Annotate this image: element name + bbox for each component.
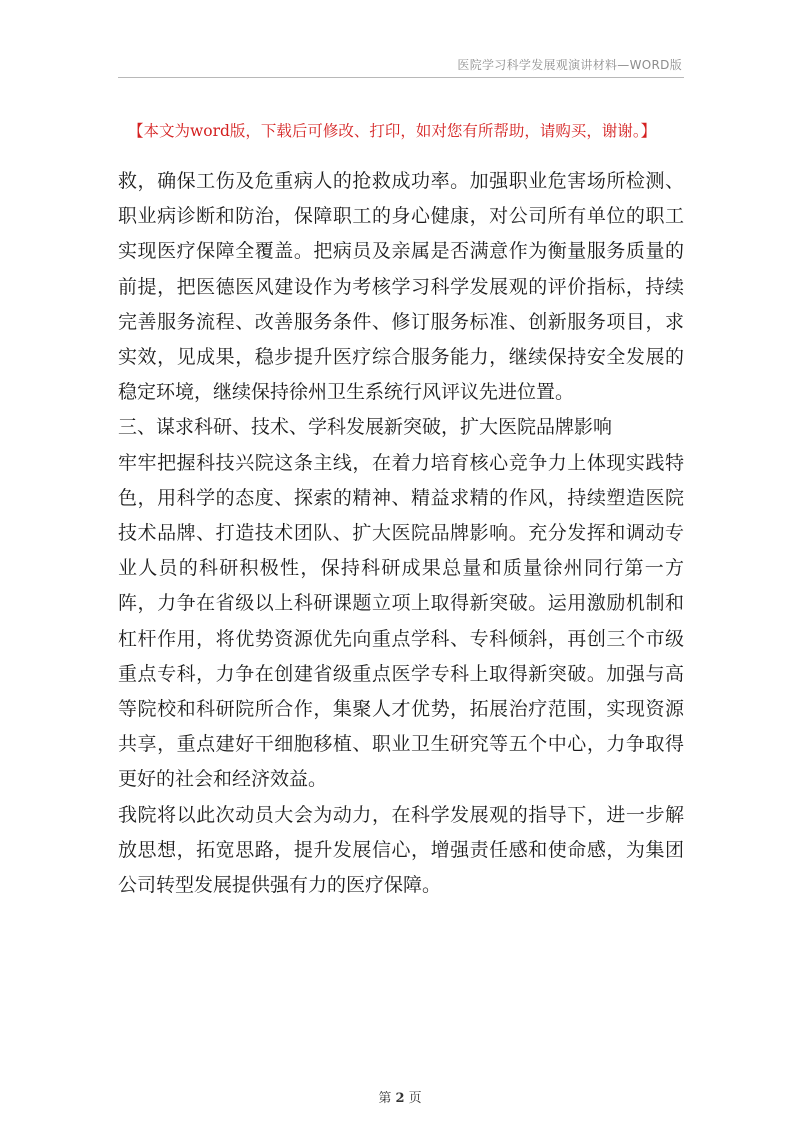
paragraph-conclusion: 我院将以此次动员大会为动力，在科学发展观的指导下，进一步解放思想，拓宽思路，提升发展信心，增强责任感和使命感，为集团公司转型发展提供强有力的医疗保障。 xyxy=(118,803,684,897)
page-header-title: 医院学习科学发展观演讲材料—WORD版 xyxy=(457,58,682,72)
download-notice: 【本文为word版，下载后可修改、打印，如对您有所帮助，请购买，谢谢。】 xyxy=(128,122,657,140)
footer-suffix: 页 xyxy=(408,1091,422,1106)
header-divider xyxy=(118,77,684,78)
footer-prefix: 第 xyxy=(378,1091,392,1106)
section-heading-research: 三、谋求科研、技术、学科发展新突破，扩大医院品牌影响 xyxy=(118,416,613,439)
page-number: 2 xyxy=(395,1091,405,1106)
paragraph-research: 牢牢把握科技兴院这条主线，在着力培育核心竞争力上体现实践特色，用科学的态度、探索的精神、精益求精的作风，持续塑造医院技术品牌、打造技术团队、扩大医院品牌影响。充分发挥和调动专业人员的科研积极性，保持科研成果总量和质量徐州同行第一方阵，力争在省级以上科研课题立项上取得新突破。运用激励机制和杠杆作用，将优势资源优先向重点学科、专科倾斜，再创三个市级重点专科，力争在创建省级重点医学专科上取得新突破。加强与高等院校和科研院所合作，集聚人才优势，拓展治疗范围，实现资源共享，重点建好干细胞移植、职业卫生研究等五个中心，力争取得更好的社会和经济效益。 xyxy=(118,451,684,791)
body-text xyxy=(118,164,684,903)
paragraph-service-quality: 救，确保工伤及危重病人的抢救成功率。加强职业危害场所检测、职业病诊断和防治，保障职工的身心健康，对公司所有单位的职工实现医疗保障全覆盖。把病员及亲属是否满意作为衡量服务质量的前提，把医德医风建设作为考核学习科学发展观的评价指标，持续完善服务流程、改善服务条件、修订服务标准、创新服务项目，求实效，见成果，稳步提升医疗综合服务能力，继续保持安全发展的稳定环境，继续保持徐州卫生系统行风评议先进位置。 xyxy=(118,170,684,404)
page-footer xyxy=(0,1087,800,1106)
